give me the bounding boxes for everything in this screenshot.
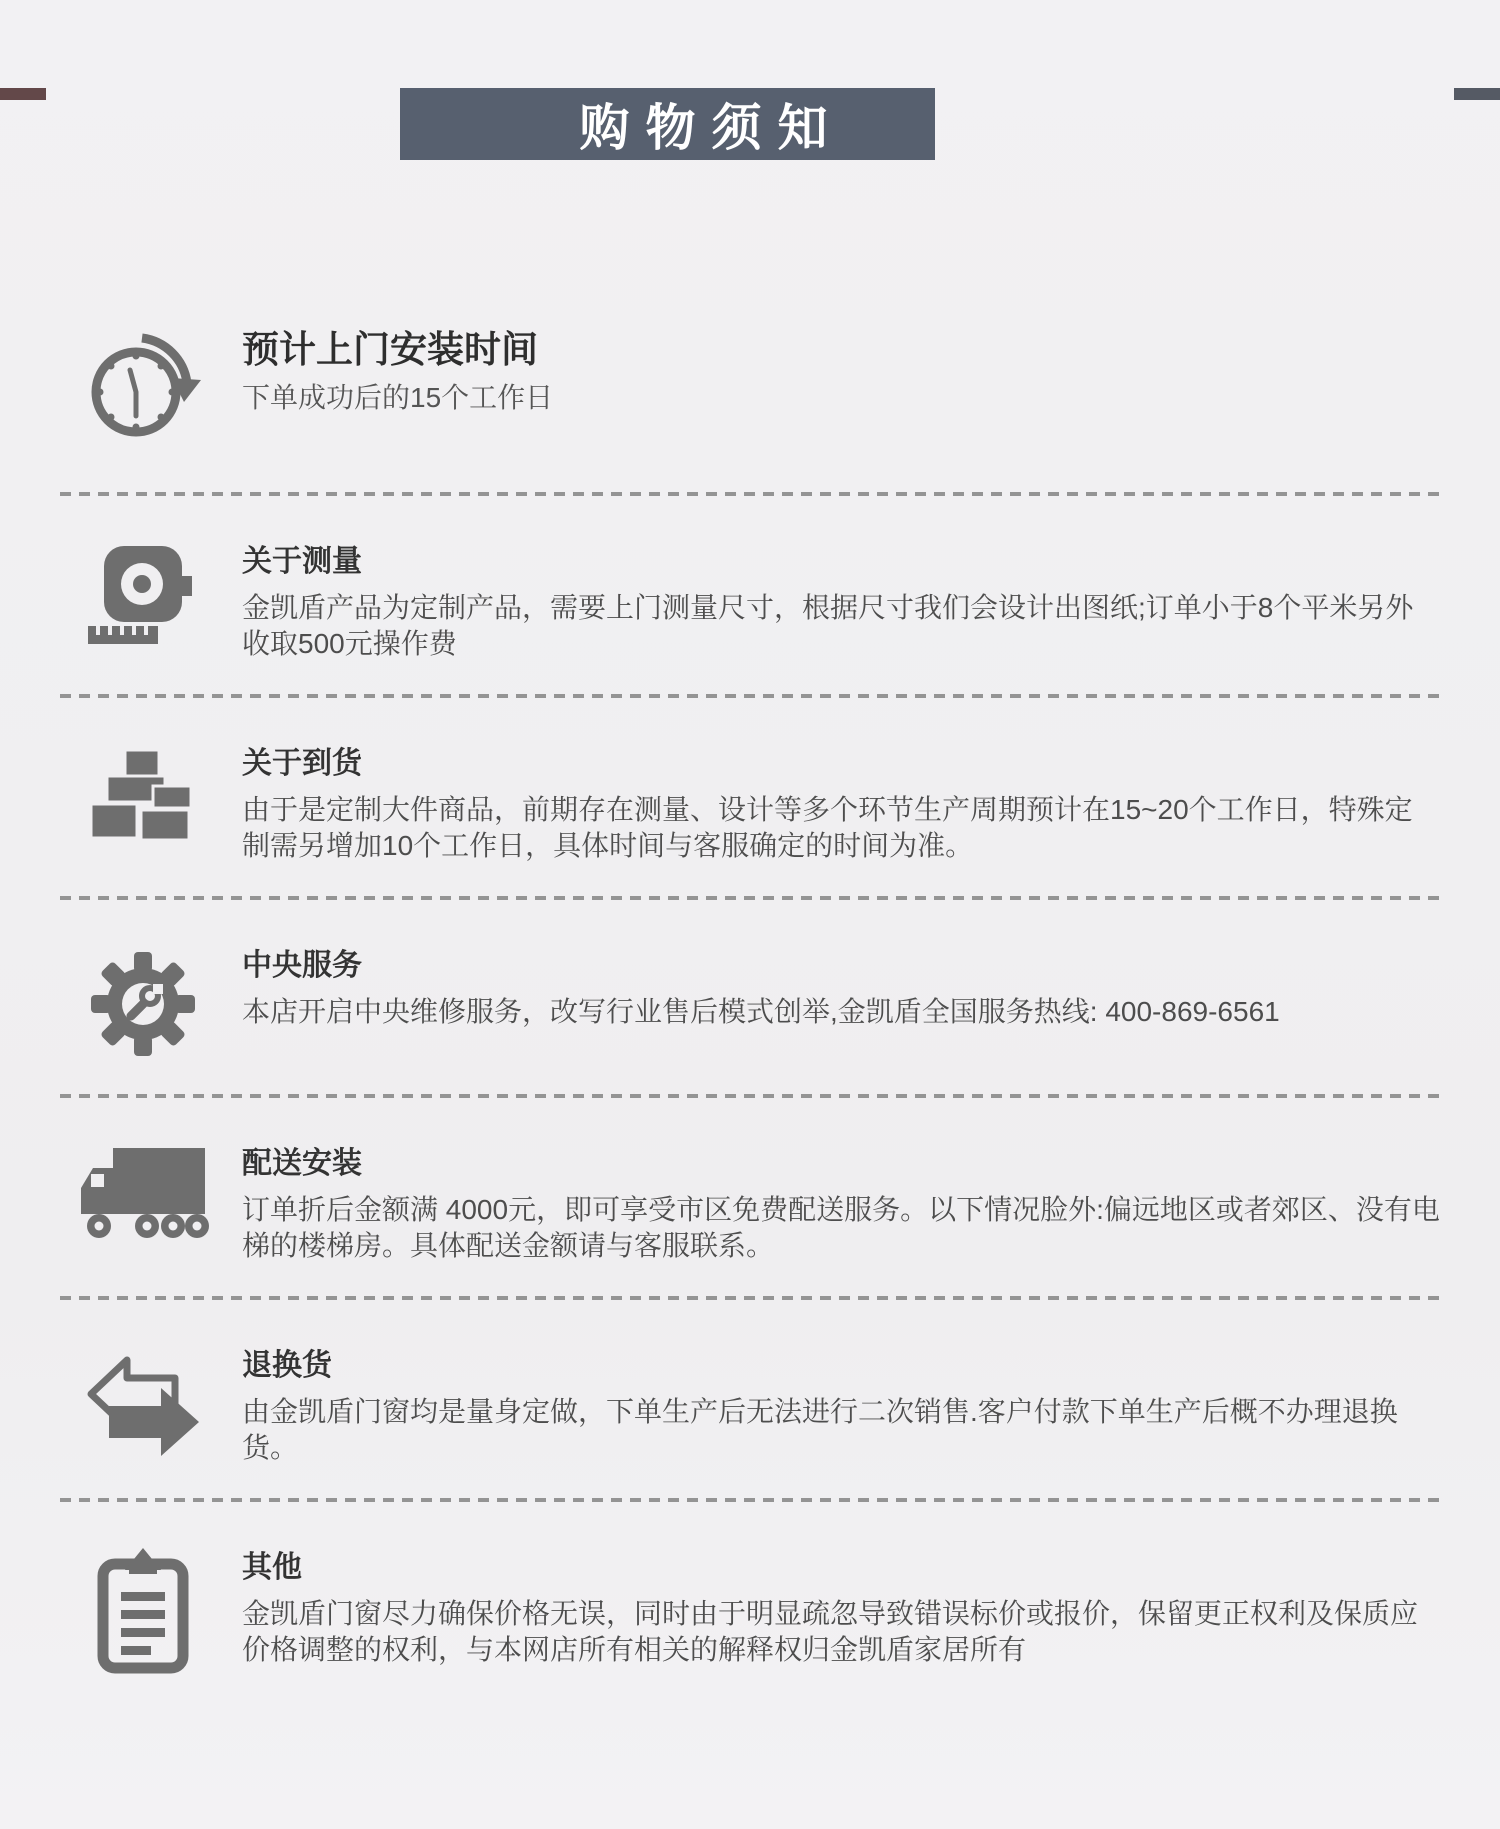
section-title: 配送安装 (242, 1147, 362, 1180)
boxes-icon (75, 744, 210, 854)
clipboard-icon (75, 1548, 210, 1674)
dashed-divider (60, 1094, 1440, 1098)
section-text hotline: 本店开启中央维修服务，改写行业售后模式创举,金凯盾全国服务热线: 400-869-6561 (242, 996, 1280, 1027)
section-text: 下单成功后的15个工作日 (242, 382, 554, 413)
section-text: 金凯盾门窗尽力确保价格无误，同时由于明显疏忽导致错误标价或报价，保留更正权利及保质应价格调整的权利，与本网店所有相关的解释权归金凯盾家居所有 (242, 1598, 1419, 1665)
section-title: 预计上门安装时间 (242, 329, 538, 370)
page-title-banner (400, 88, 935, 160)
section-text: 由于是定制大件商品，前期存在测量、设计等多个环节生产周期预计在15~20个工作日，特殊定制需另增加10个工作日，具体时间与客服确定的时间为准。 (242, 794, 1413, 861)
gear-wrench-icon (75, 946, 210, 1062)
corner-artifact-left (0, 88, 46, 100)
section-central-service (60, 946, 1440, 1062)
section-text: 金凯盾产品为定制产品，需要上门测量尺寸，根据尺寸我们会设计出图纸;订单小于8个平米另外收取500元操作费 (242, 592, 1414, 659)
section-title: 关于到货 (242, 747, 362, 780)
page-title: 购物须知 (579, 100, 844, 156)
section-title: 退换货 (242, 1349, 332, 1382)
notice-list (0, 326, 1500, 1674)
section-other (60, 1548, 1440, 1674)
dashed-divider (60, 492, 1440, 496)
section-text: 由金凯盾门窗均是量身定做，下单生产后无法进行二次销售.客户付款下单生产后概不办理退换货。 (242, 1396, 1398, 1463)
section-measurement (60, 542, 1440, 662)
dashed-divider (60, 694, 1440, 698)
truck-icon (75, 1144, 210, 1242)
section-text: 订单折后金额满 4000元，即可享受市区免费配送服务。以下情况脸外:偏远地区或者郊区、没有电梯的楼梯房。具体配送金额请与客服联系。 (242, 1194, 1440, 1261)
section-arrival (60, 744, 1440, 864)
section-title: 其他 (242, 1551, 302, 1584)
section-returns (60, 1346, 1440, 1466)
section-title: 关于测量 (242, 545, 362, 578)
section-install-time (60, 326, 1440, 452)
section-delivery-install (60, 1144, 1440, 1264)
corner-artifact-right (1454, 88, 1500, 100)
section-title: 中央服务 (242, 949, 362, 982)
clock-icon (75, 326, 210, 452)
dashed-divider (60, 1498, 1440, 1502)
return-arrows-icon (75, 1346, 210, 1464)
tape-measure-icon (75, 542, 210, 654)
dashed-divider (60, 1296, 1440, 1300)
dashed-divider (60, 896, 1440, 900)
